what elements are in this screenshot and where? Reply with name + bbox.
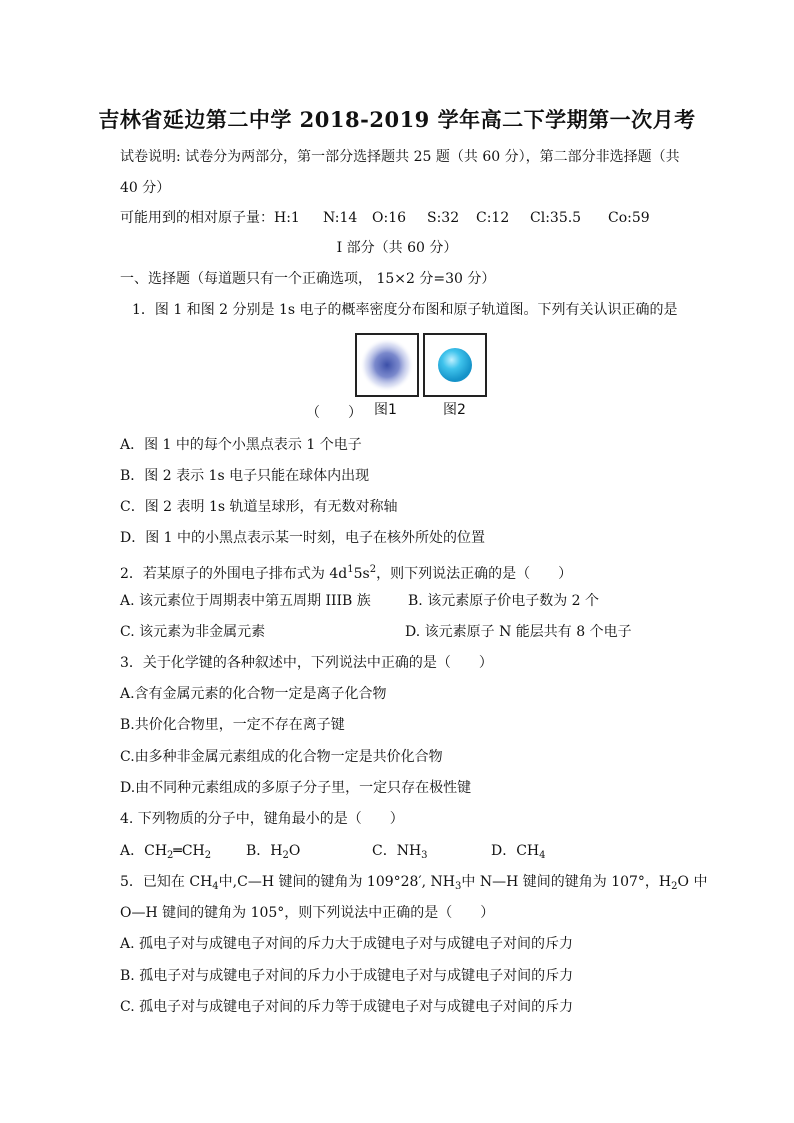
atomic-mass-item: Co:59 (608, 210, 650, 226)
atomic-mass-item: O:16 (372, 210, 407, 226)
question-4-option-a (120, 841, 211, 866)
subscript: 3 (421, 850, 428, 861)
option-text: O (288, 843, 301, 859)
stem-text: 5s (353, 566, 370, 582)
question-3-option-c: C.由多种非金属元素组成的化合物一定是共价化合物 (120, 749, 443, 765)
subscript: 2 (282, 850, 289, 861)
question-2-option-c: C. 该元素为非金属元素 (120, 624, 266, 640)
question-1-option-b: B．图 2 表示 1s 电子只能在球体内出现 (120, 468, 370, 484)
intro-line-2: 40 分） (120, 180, 171, 196)
question-5-option-c: C. 孤电子对与成键电子对间的斥力等于成键电子对与成键电子对间的斥力 (120, 999, 574, 1015)
page-title: 吉林省延边第二中学 2018-2019 学年高二下学期第一次月考 (98, 107, 696, 132)
question-5-option-a: A. 孤电子对与成键电子对间的斥力大于成键电子对与成键电子对间的斥力 (120, 936, 574, 952)
question-5-stem-line-2: O—H 键间的键角为 105°，则下列说法中正确的是（ ） (120, 905, 495, 921)
stem-text: 2．若某原子的外围电子排布式为 4d (120, 566, 348, 582)
sphere-icon (425, 335, 485, 395)
question-3-option-a: A.含有金属元素的化合物一定是离子化合物 (120, 686, 387, 702)
stem-text: ，则下列说法正确的是（ ） (376, 566, 573, 582)
figure-2-orbital-sphere (423, 333, 487, 397)
question-4-stem: 4. 下列物质的分子中，键角最小的是（ ） (120, 811, 404, 827)
question-2-option-d: D. 该元素原子 N 能层共有 8 个电子 (405, 624, 632, 640)
question-1-option-c: C．图 2 表明 1s 轨道呈球形，有无数对称轴 (120, 499, 398, 515)
option-text: ═CH (173, 843, 205, 859)
question-5-option-b: B. 孤电子对与成键电子对间的斥力小于成键电子对与成键电子对间的斥力 (120, 968, 574, 984)
option-text: C．NH (372, 843, 422, 859)
atomic-mass-item: Cl:35.5 (530, 210, 582, 226)
question-4-option-c (372, 841, 428, 866)
subscript: 4 (539, 850, 546, 861)
figure-2-label: 图2 (443, 402, 466, 418)
question-2-option-a: A. 该元素位于周期表中第五周期 IIIB 族 (120, 593, 371, 609)
atomic-mass-item: C:12 (476, 210, 510, 226)
question-3-option-d: D.由不同种元素组成的多原子分子里，一定只存在极性键 (120, 780, 472, 796)
subscript: 3 (455, 881, 462, 892)
electron-cloud-icon (357, 335, 417, 395)
atomic-mass-row (120, 208, 274, 228)
question-3-stem: 3．关于化学键的各种叙述中，下列说法中正确的是（ ） (120, 655, 493, 671)
stem-text: 5．已知在 CH (120, 874, 213, 890)
question-2-stem (120, 560, 572, 584)
stem-text: 中,C—H 键间的键角为 109°28′, NH (218, 874, 456, 890)
subscript: 4 (212, 881, 219, 892)
atomic-mass-item: N:14 (323, 210, 358, 226)
figure-1-label: 图1 (374, 402, 397, 418)
question-1-stem: 1．图 1 和图 2 分别是 1s 电子的概率密度分布图和原子轨道图。下列有关认识正确的是 (132, 302, 678, 318)
subscript: 2 (204, 850, 212, 861)
superscript: 1 (347, 564, 354, 575)
option-text: B．H (246, 843, 283, 859)
atomic-mass-label: 可能用到的相对原子量： (120, 210, 274, 226)
question-1-option-d: D．图 1 中的小黑点表示某一时刻，电子在核外所处的位置 (120, 530, 486, 546)
subscript: 2 (671, 881, 678, 892)
question-4-option-b (246, 841, 300, 866)
stem-text: O 中 (677, 874, 708, 890)
superscript: 2 (369, 564, 377, 575)
option-text: D．CH (491, 843, 540, 859)
question-1-option-a: A．图 1 中的每个小黑点表示 1 个电子 (120, 437, 362, 453)
question-5-stem-line-1 (120, 872, 707, 897)
question-4-option-d (491, 841, 546, 866)
option-text: A．CH (120, 843, 168, 859)
atomic-mass-item: S:32 (427, 210, 460, 226)
question-3-option-b: B.共价化合物里，一定不存在离子键 (120, 717, 345, 733)
section-heading: 一、选择题（每道题只有一个正确选项， 15×2 分=30 分） (120, 271, 496, 287)
question-2-option-b: B. 该元素原子价电子数为 2 个 (408, 593, 599, 609)
answer-blank: （ ） (306, 405, 362, 421)
figure-1-electron-cloud (355, 333, 419, 397)
part-heading: I 部分（共 60 分） (336, 240, 458, 256)
atomic-mass-item: H:1 (274, 210, 300, 226)
subscript: 2 (167, 850, 174, 861)
stem-text: 中 N—H 键间的键角为 107°，H (461, 874, 672, 890)
intro-line-1: 试卷说明: 试卷分为两部分，第一部分选择题共 25 题（共 60 分），第二部分非选择题（共 (120, 149, 680, 165)
